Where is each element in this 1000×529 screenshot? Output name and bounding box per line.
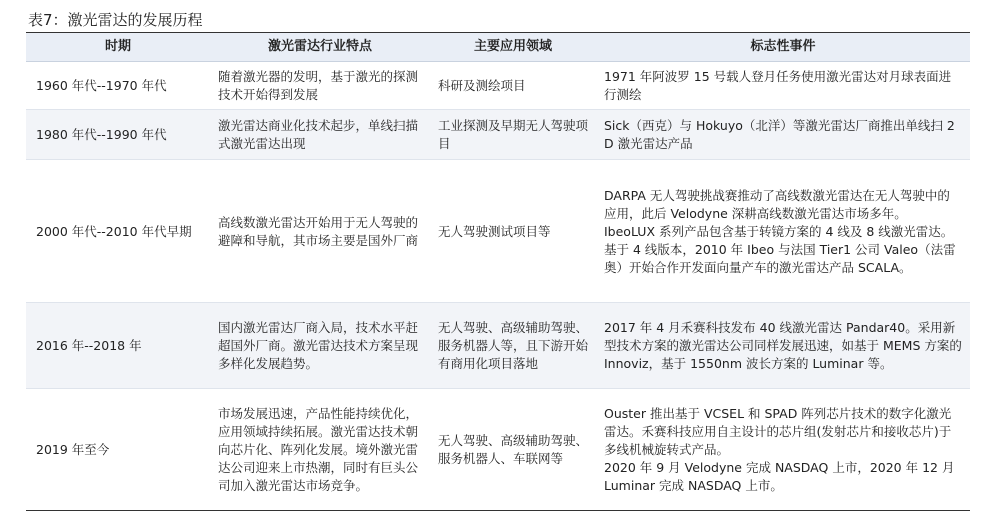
events-cell	[596, 303, 970, 389]
events-cell	[596, 389, 970, 511]
events-cell	[596, 62, 970, 110]
table-row	[26, 303, 970, 389]
period-cell: 1980 年代--1990 年代	[26, 110, 210, 160]
features-cell: 随着激光器的发明，基于激光的探测技术开始得到发展	[210, 62, 430, 110]
table-row	[26, 389, 970, 511]
table-row	[26, 62, 970, 110]
events-cell	[596, 160, 970, 303]
events-cell	[596, 110, 970, 160]
event-text: 1971 年阿波罗 15 号载人登月任务使用激光雷达对月球表面进行测绘	[604, 69, 952, 102]
event-text: Ouster 推出基于 VCSEL 和 SPAD 阵列芯片技术的数字化激光雷达。禾赛科技应用自主设计的芯片组(发射芯片和接收芯片)于多线机械旋转式产品。	[604, 406, 952, 457]
period-cell: 2016 年--2018 年	[26, 303, 210, 389]
event-text: 2017 年 4 月禾赛科技发布 40 线激光雷达 Pandar40。采用新型技术方案的激光雷达公司同样发展迅速，如基于 MEMS 方案的 Innoviz，基于 1550nm 波长方案的 Luminar 等。	[604, 320, 962, 371]
event-text: IbeoLUX 系列产品包含基于转镜方案的 4 线及 8 线激光雷达。基于 4 线版本，2010 年 Ibeo 与法国 Tier1 公司 Valeo（法雷奥）开始合作开发面向量产车的激光雷达产品 SCALA。	[604, 223, 956, 275]
header-features: 激光雷达行业特点	[210, 33, 430, 62]
applications-cell: 工业探测及早期无人驾驶项目	[430, 110, 596, 160]
period-cell: 2019 年至今	[26, 389, 210, 511]
event-text: DARPA 无人驾驶挑战赛推动了高线数激光雷达在无人驾驶中的应用，此后 Velodyne 深耕高线数激光雷达市场多年。	[604, 187, 950, 221]
period-cell: 2000 年代--2010 年代早期	[26, 160, 210, 303]
table-header-row	[26, 33, 970, 62]
features-cell: 高线数激光雷达开始用于无人驾驶的避障和导航，其市场主要是国外厂商	[210, 160, 430, 303]
table-caption: 表7：激光雷达的发展历程	[28, 11, 203, 29]
applications-cell: 科研及测绘项目	[430, 62, 596, 110]
header-period: 时期	[26, 33, 210, 62]
applications-cell: 无人驾驶、高级辅助驾驶、服务机器人、车联网等	[430, 389, 596, 511]
lidar-history-table	[26, 32, 970, 511]
applications-cell: 无人驾驶测试项目等	[430, 160, 596, 303]
header-events: 标志性事件	[596, 33, 970, 62]
header-applications: 主要应用领域	[430, 33, 596, 62]
event-text: 2020 年 9 月 Velodyne 完成 NASDAQ 上市，2020 年 12 月 Luminar 完成 NASDAQ 上市。	[604, 460, 955, 493]
period-cell: 1960 年代--1970 年代	[26, 62, 210, 110]
table-row	[26, 110, 970, 160]
features-cell: 市场发展迅速，产品性能持续优化，应用领域持续拓展。激光雷达技术朝向芯片化、阵列化发展。境外激光雷达公司迎来上市热潮，同时有巨头公司加入激光雷达市场竞争。	[210, 389, 430, 511]
table-row	[26, 160, 970, 303]
applications-cell: 无人驾驶、高级辅助驾驶、服务机器人等，且下游开始有商用化项目落地	[430, 303, 596, 389]
event-text: Sick（西克）与 Hokuyo（北洋）等激光雷达厂商推出单线扫 2D 激光雷达产品	[604, 118, 955, 151]
features-cell: 激光雷达商业化技术起步，单线扫描式激光雷达出现	[210, 110, 430, 160]
features-cell: 国内激光雷达厂商入局，技术水平赶超国外厂商。激光雷达技术方案呈现多样化发展趋势。	[210, 303, 430, 389]
